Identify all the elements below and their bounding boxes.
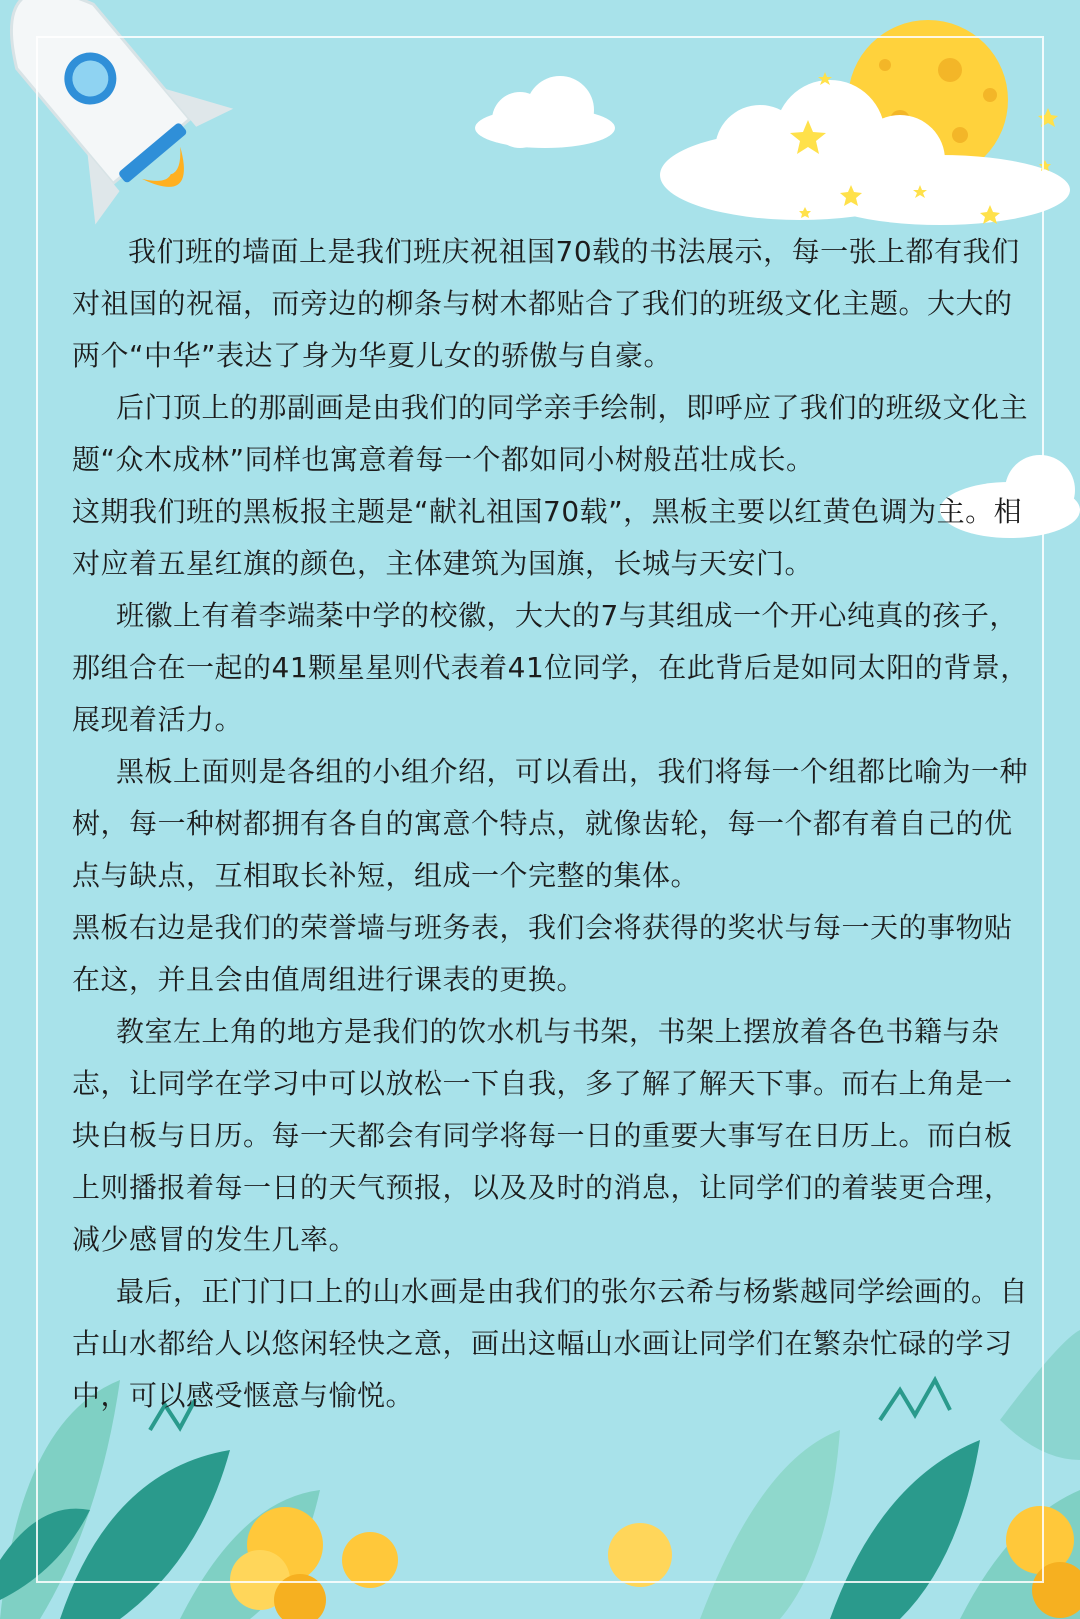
paragraph-bookshelf: 教室左上角的地方是我们的饮水机与书架，书架上摆放着各色书籍与杂志，让同学在学习中可以放松一下自我，多了解了解天下事。而右上角是一块白板与日历。每一天都会有同学将每一日的重要大事写在日历上。而白板上则播报着每一日的天气预报，以及及时的消息，让同学们的着装更合理，减少感冒的发生几率。 bbox=[72, 1015, 1013, 1256]
paragraph-group-intro: 黑板上面则是各组的小组介绍，可以看出，我们将每一个组都比喻为一种树，每一种树都拥有各自的寓意个特点，就像齿轮，每一个都有着自己的优点与缺点，互相取长补短，组成一个完整的集体。 bbox=[72, 755, 1029, 892]
paragraph-landscape-painting: 最后，正门门口上的山水画是由我们的张尔云希与杨紫越同学绘画的。自古山水都给人以悠闲轻快之意，画出这幅山水画让同学们在繁杂忙碌的学习中，可以感受惬意与愉悦。 bbox=[72, 1275, 1029, 1412]
article-body bbox=[72, 226, 1032, 1422]
paragraph-calligraphy: 我们班的墙面上是我们班庆祝祖国70载的书法展示，每一张上都有我们对祖国的祝福，而旁边的柳条与树木都贴合了我们的班级文化主题。大大的两个“中华”表达了身为华夏儿女的骄傲与自豪。 bbox=[72, 235, 1020, 372]
paragraph-honor-wall: 黑板右边是我们的荣誉墙与班务表，我们会将获得的奖状与每一天的事物贴在这，并且会由值周组进行课表的更换。 bbox=[72, 911, 1013, 996]
paragraph-back-door-painting: 后门顶上的那副画是由我们的同学亲手绘制，即呼应了我们的班级文化主题“众木成林”同样也寓意着每一个都如同小树般茁壮成长。 bbox=[72, 391, 1029, 476]
paragraph-blackboard-theme: 这期我们班的黑板报主题是“献礼祖国70载”，黑板主要以红黄色调为主。相对应着五星红旗的颜色，主体建筑为国旗，长城与天安门。 bbox=[72, 495, 1023, 580]
paragraph-class-emblem: 班徽上有着李端棻中学的校徽，大大的7与其组成一个开心纯真的孩子，那组合在一起的41颗星星则代表着41位同学，在此背后是如同太阳的背景，展现着活力。 bbox=[72, 599, 1029, 736]
